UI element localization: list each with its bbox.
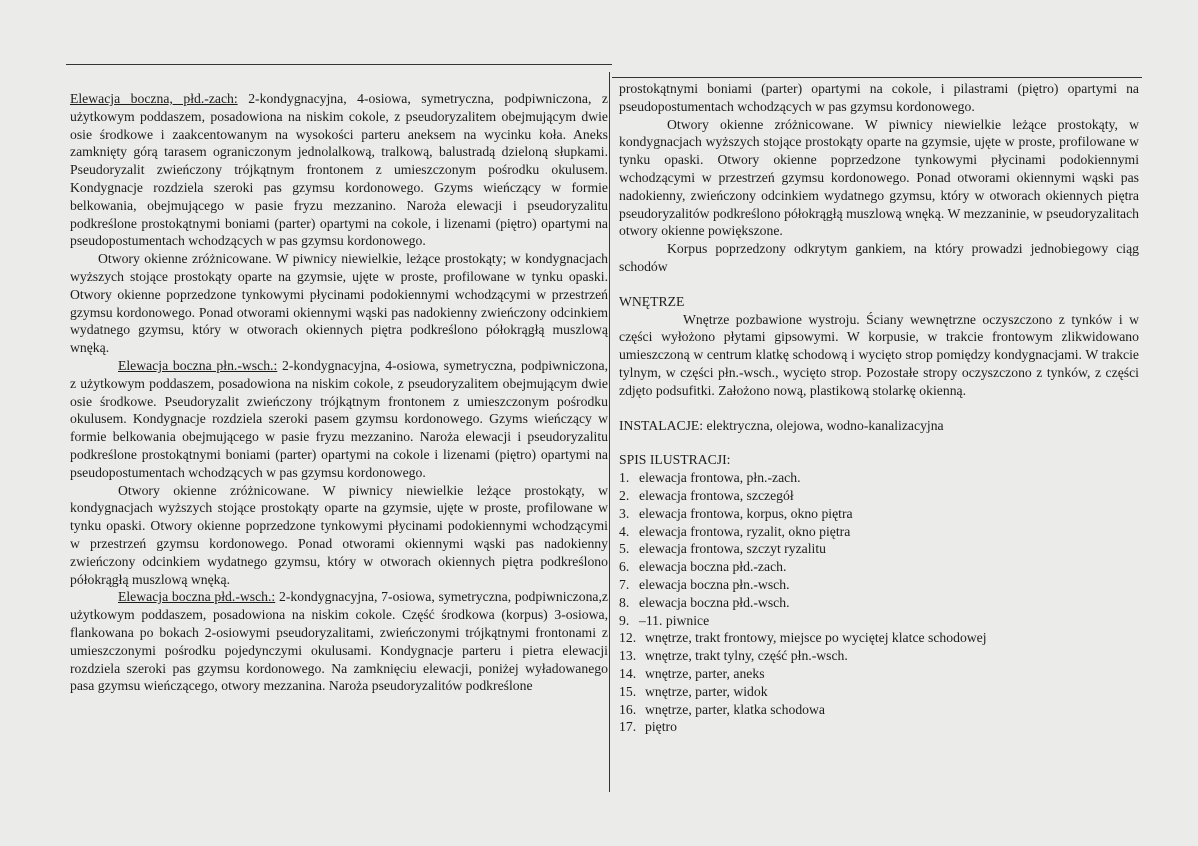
illustration-number: 5.: [619, 541, 630, 557]
illustration-number: 3.: [619, 505, 630, 521]
illustration-title: elewacja boczna płd.-zach.: [639, 559, 787, 575]
illustration-title: elewacja frontowa, ryzalit, okno piętra: [639, 523, 851, 539]
illustration-title: elewacja boczna płn.-wsch.: [639, 576, 790, 592]
illustration-number: 4.: [619, 523, 630, 539]
illustration-number: 1.: [619, 470, 630, 486]
text-elevation-se: 2-kondygnacyjna, 7-osiowa, symetryczna, podpiwniczona,z użytkowym poddaszem, posadowiona na niskim cokole. Część środkowa (korpus) 3-osiowa, flankowana po bokach 2-osiowymi pseudoryzalitami, zwieńczonymi trójkątnymi frontonami z umieszczonymi pośrodku pojedynczymi okulusami. Kondygnacje parteru i pietra elewacji rozdziela szeroki pas gzymsu kordonowego. Na zamknięciu elewacji, poniżej wyładowanego pasa gzymsu wieńczącego, otwory mezzanina. Naroża pseudoryzalitów podkreślone: [70, 589, 608, 694]
text-elevation-sw: 2-kondygnacyjna, 4-osiowa, symetryczna, podpiwniczona, z użytkowym poddaszem, posadowiona na niskim cokole, z pseudoryzalitem obejmującym dwie osie środkowe i zaakcentowanym na wysokości parteru aneksem na wycinku koła. Aneks zamknięty górą tarasem ograniczonym jednolalkową, tralkową, balustradą dzieloną słupkami. Pseudoryzalit zwieńczony trójkątnym frontonem z umieszczonym pośrodku okulusem. Kondygnacje rozdziela szeroki pas gzymsu kordonowego. Gzyms wieńczący w formie belkowania, obejmującego w pasie fryzu mezzanino. Naroża elewacji i pseudoryzalitu podkreślone prostokątnymi boniami (parter) opartymi na cokole, i lizenami (piętro) opartymi na pseudopostumentach wchodzących w pas gzymsu kordonowego.: [70, 91, 608, 249]
illustration-number: 15.: [619, 683, 637, 699]
paragraph-elevation-ne: [70, 357, 608, 482]
illustration-item: [619, 701, 1139, 719]
spacer: [619, 400, 1139, 417]
illustration-item: [619, 665, 1139, 683]
left-column: [70, 90, 608, 695]
column-divider: [609, 72, 610, 792]
heading-elevation-sw: Elewacja boczna, płd.-zach:: [70, 91, 238, 106]
illustration-item: [619, 683, 1139, 701]
illustration-item: [619, 576, 1139, 594]
illustration-number: 13.: [619, 648, 637, 664]
illustration-item: [619, 523, 1139, 541]
illustration-title: elewacja boczna płd.-wsch.: [639, 594, 790, 610]
illustration-item: [619, 505, 1139, 523]
illustration-title: wnętrze, parter, klatka schodowa: [645, 701, 825, 717]
illustration-number: 2.: [619, 487, 630, 503]
illustration-title: piętro: [645, 719, 677, 735]
illustration-number: 7.: [619, 576, 630, 592]
illustration-number: 9.: [619, 612, 630, 628]
illustration-item: [619, 540, 1139, 558]
illustration-number: 17.: [619, 719, 637, 735]
illustration-item: [619, 558, 1139, 576]
illustration-title: elewacja frontowa, szczegół: [639, 487, 794, 503]
paragraph-windows-se: Otwory okienne zróżnicowane. W piwnicy niewielkie leżące prostokąty, w kondygnacjach wyższych stojące prostokąty oparte na gzymsie, ujęte w proste, profilowane w tynku opaski. Otwory okienne poprzedzone tynkowymi płycinami podokiennymi wchodzącymi w przestrzeń gzymsu kordonowego. Ponad otworami okiennymi wąski pas nadokienny, zwieńczony odcinkiem wydatnego gzymsu, który w otworach okiennych piętra pseudoryzalitów podkreślono półokrągłą muszlową wnęką. W mezzaninie, w pseudoryzalitach otwory okienne powiększone.: [619, 116, 1139, 239]
illustration-number: 14.: [619, 665, 637, 681]
illustration-item: [619, 594, 1139, 612]
heading-illustrations: SPIS ILUSTRACJI:: [619, 452, 731, 468]
heading-elevation-ne: Elewacja boczna płn.-wsch.:: [118, 357, 278, 373]
paragraph-elevation-sw: [70, 90, 608, 250]
illustration-title: elewacja frontowa, korpus, okno piętra: [639, 505, 853, 521]
paragraph-interior: Wnętrze pozbawione wystroju. Ściany wewnętrzne oczyszczono z tynków i w części wyłożono płytami gipsowymi. W korpusie, w trakcie frontowym zlikwidowano umieszczoną w centrum klatkę schodową i wycięto strop pomiędzy kondygnacjami. W trakcie tylnym, w części płn.-wsch., wycięto strop. Pozostałe stropy oczyszczono z tynków, z części zdjęto podsufitki. Założono nową, plastikową stolarkę okienną.: [619, 311, 1139, 398]
illustration-item: [619, 612, 1139, 630]
illustration-item: [619, 718, 1139, 736]
illustration-number: 16.: [619, 701, 637, 717]
illustration-title: elewacja frontowa, płn.-zach.: [639, 470, 801, 486]
top-rule-left: [66, 64, 612, 65]
illustration-title: –11. piwnice: [639, 612, 710, 628]
illustration-number: 6.: [619, 559, 630, 575]
illustration-item: [619, 487, 1139, 505]
illustration-item: [619, 629, 1139, 647]
installations-line: INSTALACJE: elektryczna, olejowa, wodno-kanalizacyjna: [619, 417, 944, 433]
spacer: [619, 276, 1139, 293]
illustration-item: [619, 469, 1139, 487]
illustration-item: [619, 647, 1139, 665]
paragraph-windows-ne: Otwory okienne zróżnicowane. W piwnicy niewielkie leżące prostokąty, w kondygnacjach wyższych stojące prostokąty oparte na gzymsie, ujęte w proste, profilowane w tynku opaski. Otwory okienne poprzedzone tynkowymi płycinami podokiennymi wchodzącymi w przestrzeń gzymsu kordonowego. Ponad otworami okiennymi wąski pas nadokienny zwieńczony odcinkiem wydatnego gzymsu, który w otworach okiennych piętra podkreślono półokrągłą muszlową wnęką.: [70, 482, 608, 587]
spacer: [619, 434, 1139, 451]
illustration-number: 8.: [619, 594, 630, 610]
heading-interior: WNĘTRZE: [619, 293, 685, 309]
illustration-title: wnętrze, trakt frontowy, miejsce po wyciętej klatce schodowej: [645, 630, 987, 646]
right-column: [619, 80, 1139, 736]
paragraph-windows-sw: Otwory okienne zróżnicowane. W piwnicy niewielkie, leżące prostokąty; w kondygnacjach wyższych stojące prostokąty oparte na gzymsie, ujęte w proste, profilowane w tynku opaski. Otwory okienne poprzedzone tynkowymi płycinami podokiennymi wchodzącymi w przestrzeń gzymsu kordonowego. Ponad otworami okiennymi wąski pas nadokienny zwieńczony odcinkiem wydatnego gzymsu, który w otworach okiennych piętra podkreślono półokrągłą muszlową wnęką.: [70, 251, 608, 356]
text-elevation-ne: 2-kondygnacyjna, 4-osiowa, symetryczna, podpiwniczona, z użytkowym poddaszem, posadowiona na niskim cokole, z pseudoryzalitem obejmującym dwie osie środkowe. Pseudoryzalit zwieńczony trójkątnym frontonem z umieszczonym pośrodku okulusem. Kondygnacje rozdziela szeroki pasem gzymsu kordonowego. Gzyms wieńczący w formie belkowania obejmującego w pasie fryzu mezzanino. Naroża elewacji i pseudoryzalitu podkreślone prostokątnymi boniami (parter) opartymi na cokole i lizenami (piętro) opartymi na pseudopostumentach wchodzących w pas gzymsu kordonowego.: [70, 357, 608, 480]
illustration-title: wnętrze, parter, aneks: [645, 665, 765, 681]
heading-elevation-se: Elewacja boczna płd.-wsch.:: [118, 589, 276, 605]
paragraph-elevation-se: [70, 588, 608, 695]
top-rule-right: [612, 77, 1142, 78]
illustration-number: 12.: [619, 630, 637, 646]
illustrations-list: [619, 469, 1139, 736]
illustration-title: wnętrze, trakt tylny, część płn.-wsch.: [645, 648, 848, 664]
paragraph-porch: Korpus poprzedzony odkrytym gankiem, na który prowadzi jednobiegowy ciąg schodów: [619, 241, 1139, 274]
illustration-title: wnętrze, parter, widok: [645, 683, 768, 699]
illustration-title: elewacja frontowa, szczyt ryzalitu: [639, 541, 826, 557]
paragraph-continuation: prostokątnymi boniami (parter) opartymi na cokole, i pilastrami (piętro) opartymi na pseudopostumentach wchodzących w pas gzymsu kordonowego.: [619, 81, 1139, 114]
